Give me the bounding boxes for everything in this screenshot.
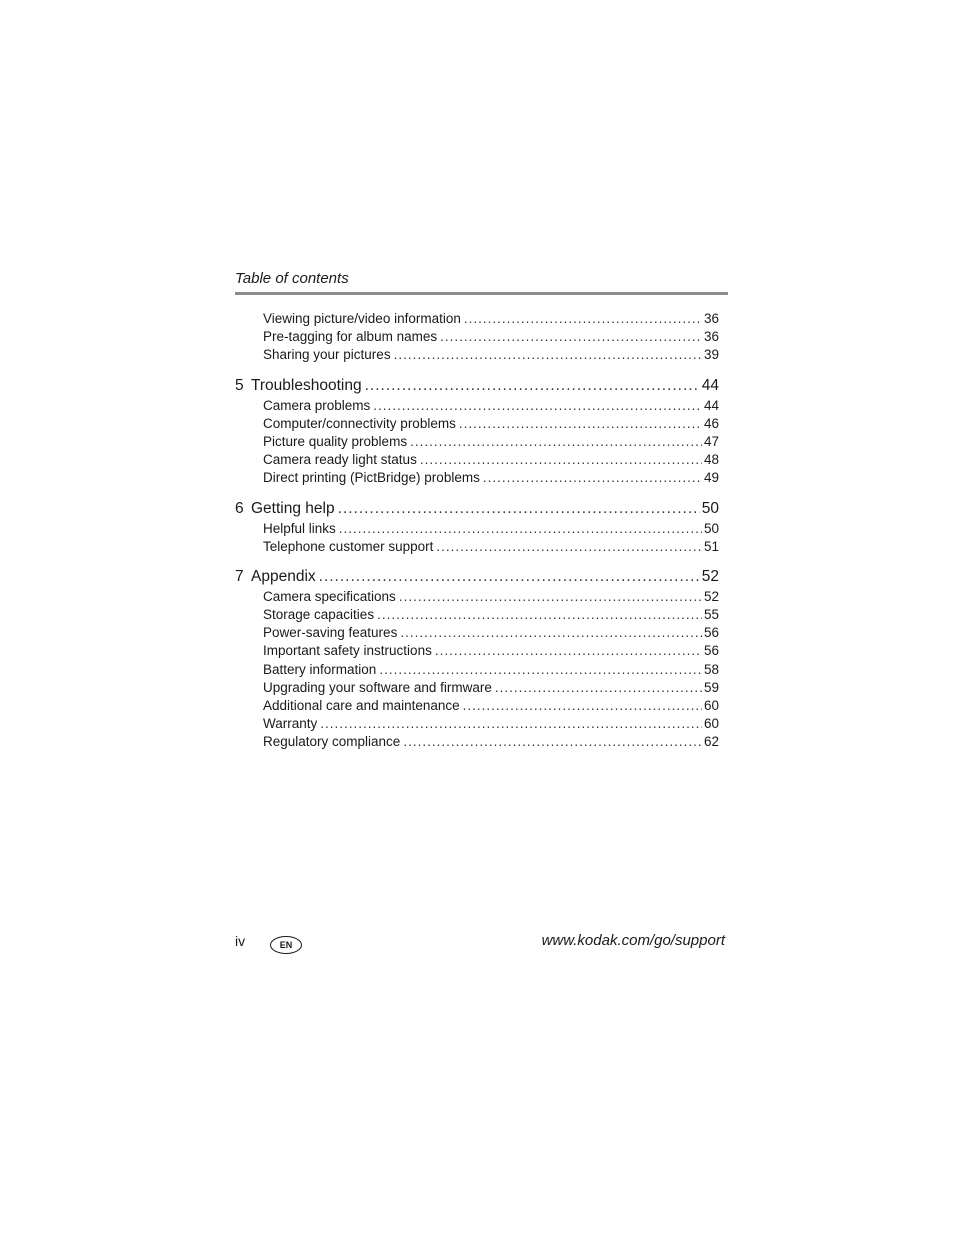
toc-entry-label: Computer/connectivity problems: [263, 415, 456, 431]
dot-leader: [338, 498, 700, 520]
toc-entry[interactable]: [235, 624, 719, 642]
toc-entry-page: 36: [703, 311, 719, 326]
toc-entry[interactable]: [235, 606, 719, 624]
dot-leader: [459, 415, 702, 433]
toc-entry-label: Storage capacities: [263, 607, 375, 623]
toc-entry-label: Battery information: [263, 661, 377, 677]
toc-chapter-troubleshooting[interactable]: [235, 375, 719, 397]
toc-entry[interactable]: [235, 328, 719, 346]
dot-leader: [420, 451, 702, 469]
toc-entry-label: Upgrading your software and firmware: [263, 679, 492, 695]
chapter-page: 52: [701, 567, 719, 585]
dot-leader: [495, 679, 702, 697]
toc-entry[interactable]: [235, 520, 719, 538]
page-header-title: Table of contents: [235, 270, 349, 287]
toc-entry[interactable]: [235, 588, 719, 606]
toc-entry-page: 49: [703, 470, 719, 486]
dot-leader: [436, 538, 702, 556]
chapter-number: 7: [235, 567, 244, 585]
dot-leader: [483, 469, 702, 487]
toc-entry[interactable]: [235, 642, 719, 660]
footer-page-number: iv: [235, 933, 246, 949]
toc-entry-label: Camera ready light status: [263, 452, 417, 468]
chapter-title: Appendix: [251, 567, 316, 585]
toc-entry[interactable]: [235, 397, 719, 415]
toc-entry[interactable]: [235, 451, 719, 469]
toc-entry[interactable]: [235, 310, 719, 328]
toc-entry-page: 58: [703, 661, 719, 677]
toc-entry-label: Viewing picture/video information: [263, 311, 461, 326]
toc-entry-label: Additional care and maintenance: [263, 698, 460, 713]
toc-entry-page: 48: [703, 452, 719, 468]
toc-entry-page: 36: [703, 329, 719, 345]
toc-chapter-appendix[interactable]: [235, 566, 719, 588]
chapter-title: Getting help: [251, 499, 335, 517]
toc-entry[interactable]: [235, 733, 719, 751]
toc-entry-page: 50: [703, 520, 719, 536]
chapter-title: Troubleshooting: [251, 376, 362, 394]
chapter-page: 44: [701, 376, 719, 394]
dot-leader: [464, 310, 702, 328]
toc-entry[interactable]: [235, 661, 719, 679]
toc-entry[interactable]: [235, 346, 719, 364]
dot-leader: [377, 606, 702, 624]
toc-entry-page: 46: [703, 415, 719, 431]
dot-leader: [435, 642, 702, 660]
toc-entry[interactable]: [235, 469, 719, 487]
chapter-number: 6: [235, 499, 244, 517]
toc-entry[interactable]: [235, 679, 719, 697]
toc-entry[interactable]: [235, 715, 719, 733]
toc-entry[interactable]: [235, 697, 719, 715]
toc-entry-page: 60: [703, 698, 719, 713]
support-url-link[interactable]: www.kodak.com/go/support: [541, 932, 725, 949]
chapter-number: 5: [235, 376, 244, 394]
dot-leader: [373, 397, 702, 415]
toc-entry-label: Regulatory compliance: [263, 734, 401, 750]
toc-entry-page: 56: [703, 643, 719, 659]
toc-entry-label: Camera specifications: [263, 588, 396, 604]
dot-leader: [403, 733, 702, 751]
toc-entry-label: Pre-tagging for album names: [263, 329, 438, 345]
toc-entry-label: Sharing your pictures: [263, 347, 391, 363]
toc-entry-page: 60: [703, 716, 719, 732]
dot-leader: [440, 328, 702, 346]
dot-leader: [319, 566, 700, 588]
toc-chapter-getting-help[interactable]: [235, 498, 719, 520]
language-badge-icon: EN: [270, 936, 302, 954]
dot-leader: [410, 433, 702, 451]
dot-leader: [379, 661, 702, 679]
toc-entry-page: 62: [703, 734, 719, 750]
toc-entry[interactable]: [235, 538, 719, 556]
toc-entry-label: Direct printing (PictBridge) problems: [263, 470, 480, 486]
dot-leader: [320, 715, 702, 733]
dot-leader: [400, 624, 702, 642]
toc-entry-page: 44: [703, 397, 719, 413]
dot-leader: [365, 375, 700, 397]
toc-entry-label: Warranty: [263, 716, 318, 732]
toc-entry-label: Power-saving features: [263, 625, 398, 641]
toc-entry-label: Helpful links: [263, 520, 336, 536]
header-rule: [235, 292, 728, 295]
toc-entry[interactable]: [235, 415, 719, 433]
dot-leader: [394, 346, 702, 364]
toc-entry-label: Picture quality problems: [263, 433, 408, 449]
dot-leader: [463, 697, 702, 715]
toc-entry-page: 59: [703, 679, 719, 695]
toc-entry-label: Important safety instructions: [263, 643, 432, 659]
toc-entry-page: 55: [703, 607, 719, 623]
toc-entry-label: Camera problems: [263, 397, 371, 413]
toc-entry[interactable]: [235, 433, 719, 451]
toc-entry-page: 51: [703, 538, 719, 554]
toc-entry-page: 52: [703, 588, 719, 604]
toc-entry-label: Telephone customer support: [263, 538, 434, 554]
dot-leader: [339, 520, 702, 538]
table-of-contents: [235, 310, 719, 752]
dot-leader: [399, 588, 702, 606]
toc-entry-page: 56: [703, 625, 719, 641]
chapter-page: 50: [701, 499, 719, 517]
toc-entry-page: 47: [703, 433, 719, 449]
toc-entry-page: 39: [703, 347, 719, 363]
